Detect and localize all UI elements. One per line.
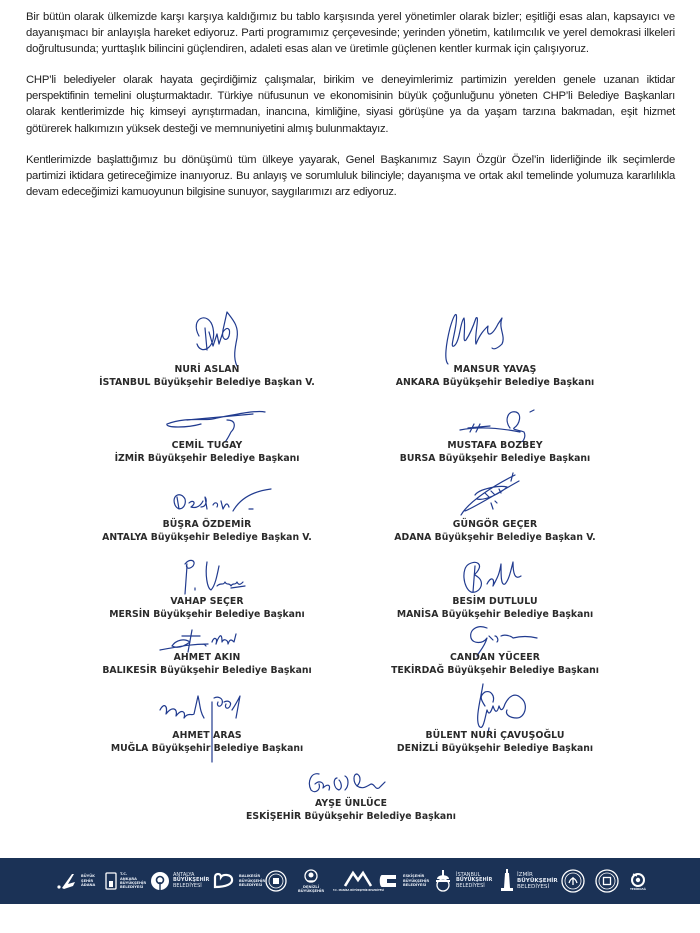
logo-manisa-text: T.C. MANİSA BÜYÜKŞEHİR BELEDİYESİ bbox=[333, 889, 384, 892]
logo-ankara-text: T.C. ANKARA BÜYÜKŞEHİR BELEDİYESİ bbox=[120, 872, 147, 890]
logo-mugla bbox=[595, 858, 619, 904]
signature-block bbox=[345, 483, 645, 544]
signatory-name: NURİ ASLAN bbox=[174, 364, 240, 375]
signature-icon bbox=[455, 471, 525, 521]
eskisehir-logo-icon bbox=[378, 872, 400, 890]
signatory-name: CANDAN YÜCEER bbox=[450, 652, 540, 663]
signatory-title: TEKİRDAĞ Büyükşehir Belediye Başkanı bbox=[391, 665, 599, 676]
signatory-title: DENİZLİ Büyükşehir Belediye Başkanı bbox=[396, 743, 594, 754]
signatory-title: BALIKESİR Büyükşehir Belediye Başkanı bbox=[102, 665, 312, 676]
signatory-name: MANSUR YAVAŞ bbox=[453, 364, 537, 375]
signatory-name: BESİM DUTLULU bbox=[452, 596, 538, 607]
signature-block bbox=[57, 308, 357, 389]
mugla-seal-icon bbox=[595, 869, 619, 893]
logo-denizli bbox=[298, 858, 324, 904]
signatory-name: BÜŞRA ÖZDEMİR bbox=[162, 519, 252, 530]
signatory-name: CEMİL TUGAY bbox=[171, 440, 243, 451]
signature-icon bbox=[305, 768, 395, 796]
statement-body bbox=[26, 9, 675, 215]
logo-eskisehir bbox=[378, 858, 429, 904]
logo-bursa bbox=[265, 858, 287, 904]
izmir-logo-icon bbox=[500, 868, 514, 894]
mersin-seal-icon bbox=[561, 869, 585, 893]
signatory-name: VAHAP SEÇER bbox=[170, 596, 244, 607]
municipality-logos-bar bbox=[0, 858, 700, 904]
signatory-name: AYŞE ÜNLÜCE bbox=[314, 798, 388, 809]
logo-antalya-text: ANTALYA BÜYÜKŞEHİR BELEDİYESİ bbox=[173, 871, 210, 889]
signatory-name: AHMET AKIN bbox=[173, 652, 241, 663]
logo-antalya bbox=[150, 858, 209, 904]
logo-izmir-text: İZMİR BÜYÜKŞEHİR BELEDİYESİ bbox=[517, 871, 558, 891]
logo-balikesir-text: BALIKESİR BÜYÜKŞEHİR BELEDİYESİ bbox=[239, 874, 266, 888]
signature-icon bbox=[177, 556, 257, 596]
signature-block bbox=[345, 556, 645, 621]
signature-icon bbox=[187, 308, 247, 368]
signature-block bbox=[57, 556, 357, 621]
paragraph-2: CHP’li belediyeler olarak hayata geçirdiğimiz çalışmalar, birikim ve deneyimlerimiz partimizin yerelden genele uzanan iktidar perspektifinin temelini oluşturmaktadır. Türkiye nüfusunun ve ekonomisinin büyük çoğunluğunu yöneten CHP’li Belediye Başkanları olarak kentlerimizde hiç kimseyi ayrıştırmadan, inancına, kimliğine, siyasi görüşüne ya da yaşam tarzına bakmadan, eşit hizmet götürerek halkımızın yüksek desteği ve memnuniyetini almış bulunmaktayız. bbox=[26, 74, 675, 135]
tekirdag-logo-icon bbox=[630, 871, 646, 887]
signature-block bbox=[345, 308, 645, 389]
signature-icon bbox=[455, 556, 535, 596]
balikesir-logo-icon bbox=[212, 871, 236, 891]
signature-block bbox=[57, 483, 357, 544]
signatory-title: İZMİR Büyükşehir Belediye Başkanı bbox=[114, 453, 300, 464]
signature-block bbox=[345, 406, 645, 465]
manisa-logo-icon bbox=[343, 870, 373, 888]
signature-block bbox=[57, 688, 357, 755]
signatory-title: ESKİŞEHİR Büyükşehir Belediye Başkanı bbox=[246, 811, 456, 822]
signatory-title: MANİSA Büyükşehir Belediye Başkanı bbox=[396, 609, 594, 620]
bursa-seal-icon bbox=[265, 870, 287, 892]
signatory-title: MERSİN Büyükşehir Belediye Başkanı bbox=[109, 609, 305, 620]
signature-block bbox=[57, 406, 357, 465]
denizli-logo-icon bbox=[303, 869, 319, 885]
signatory-title: BURSA Büyükşehir Belediye Başkanı bbox=[399, 453, 591, 464]
logo-tekirdag-text: TEKİRDAĞ bbox=[630, 887, 646, 891]
signatory-title: ANTALYA Büyükşehir Belediye Başkan V. bbox=[102, 532, 312, 543]
logo-adana bbox=[56, 858, 95, 904]
signatory-title: İSTANBUL Büyükşehir Belediye Başkan V. bbox=[99, 377, 315, 388]
signatory-name: MUSTAFA BOZBEY bbox=[447, 440, 543, 451]
signatory-title: MUĞLA Büyükşehir Belediye Başkanı bbox=[110, 743, 304, 754]
signatory-name: AHMET ARAS bbox=[172, 730, 242, 741]
signature-block bbox=[201, 768, 501, 823]
antalya-logo-icon bbox=[150, 871, 170, 891]
logo-denizli-text: DENİZLİ BÜYÜKŞEHİR bbox=[298, 884, 325, 893]
signature-icon bbox=[157, 406, 277, 442]
logo-mersin bbox=[561, 858, 585, 904]
signatory-name: GÜNGÖR GEÇER bbox=[452, 519, 538, 530]
logo-adana-text: BÜYÜK ŞEHİR ADANA bbox=[81, 874, 96, 888]
signature-block bbox=[57, 626, 357, 677]
signature-block bbox=[345, 688, 645, 755]
signatory-name: BÜLENT NURİ ÇAVUŞOĞLU bbox=[425, 730, 565, 741]
logo-izmir bbox=[500, 858, 558, 904]
logo-tekirdag bbox=[630, 858, 646, 904]
logo-istanbul-text: İSTANBUL BÜYÜKŞEHİR BELEDİYESİ bbox=[456, 871, 493, 889]
signature-icon bbox=[167, 483, 277, 519]
logo-eskisehir-text: ESKİŞEHİR BÜYÜKŞEHİR BELEDİYESİ bbox=[403, 874, 430, 888]
signature-block bbox=[345, 626, 645, 677]
adana-logo-icon bbox=[56, 870, 78, 892]
signature-icon bbox=[440, 304, 520, 366]
paragraph-3: Kentlerimizde başlattığımız bu dönüşümü tüm ülkeye yayarak, Genel Başkanımız Sayın Özgür Özel’in liderliğinde ilk seçimlerde partimizi iktidara getireceğimize inanıyoruz. Bu anlayış ve sorumluluk bilinciyle; dayanışma ve ortak akıl temelinde yolumuza kararlılıkla devam edeceğimizi kamuoyunun bilgisine sunuyor, saygılarımızı arz ediyoruz. bbox=[26, 153, 675, 198]
signatory-title: ANKARA Büyükşehir Belediye Başkanı bbox=[395, 377, 595, 388]
signature-icon bbox=[450, 406, 550, 442]
paragraph-1: Bir bütün olarak ülkemizde karşı karşıya kaldığımız bu tablo karşısında yerel yönetimler olarak bizler; eşitliği esas alan, kapsayıcı ve dayanışmacı bir anlayışla hareket ediyoruz. Parti programımız çerçevesinde; yerinden yönetim, katılımcılık ve yerel demokrasi ilkeleri doğrultusunda; yurttaşlık bilincini güçlendiren, adaleti esas alan ve üretimle güçlenen kentler kurmak için çalışıyoruz. bbox=[26, 11, 675, 56]
logo-manisa bbox=[333, 858, 384, 904]
istanbul-logo-icon bbox=[433, 869, 453, 893]
signatory-title: ADANA Büyükşehir Belediye Başkan V. bbox=[394, 532, 596, 543]
ankara-logo-icon bbox=[105, 871, 117, 891]
logo-ankara bbox=[105, 858, 146, 904]
logo-balikesir bbox=[212, 858, 265, 904]
logo-istanbul bbox=[433, 858, 492, 904]
